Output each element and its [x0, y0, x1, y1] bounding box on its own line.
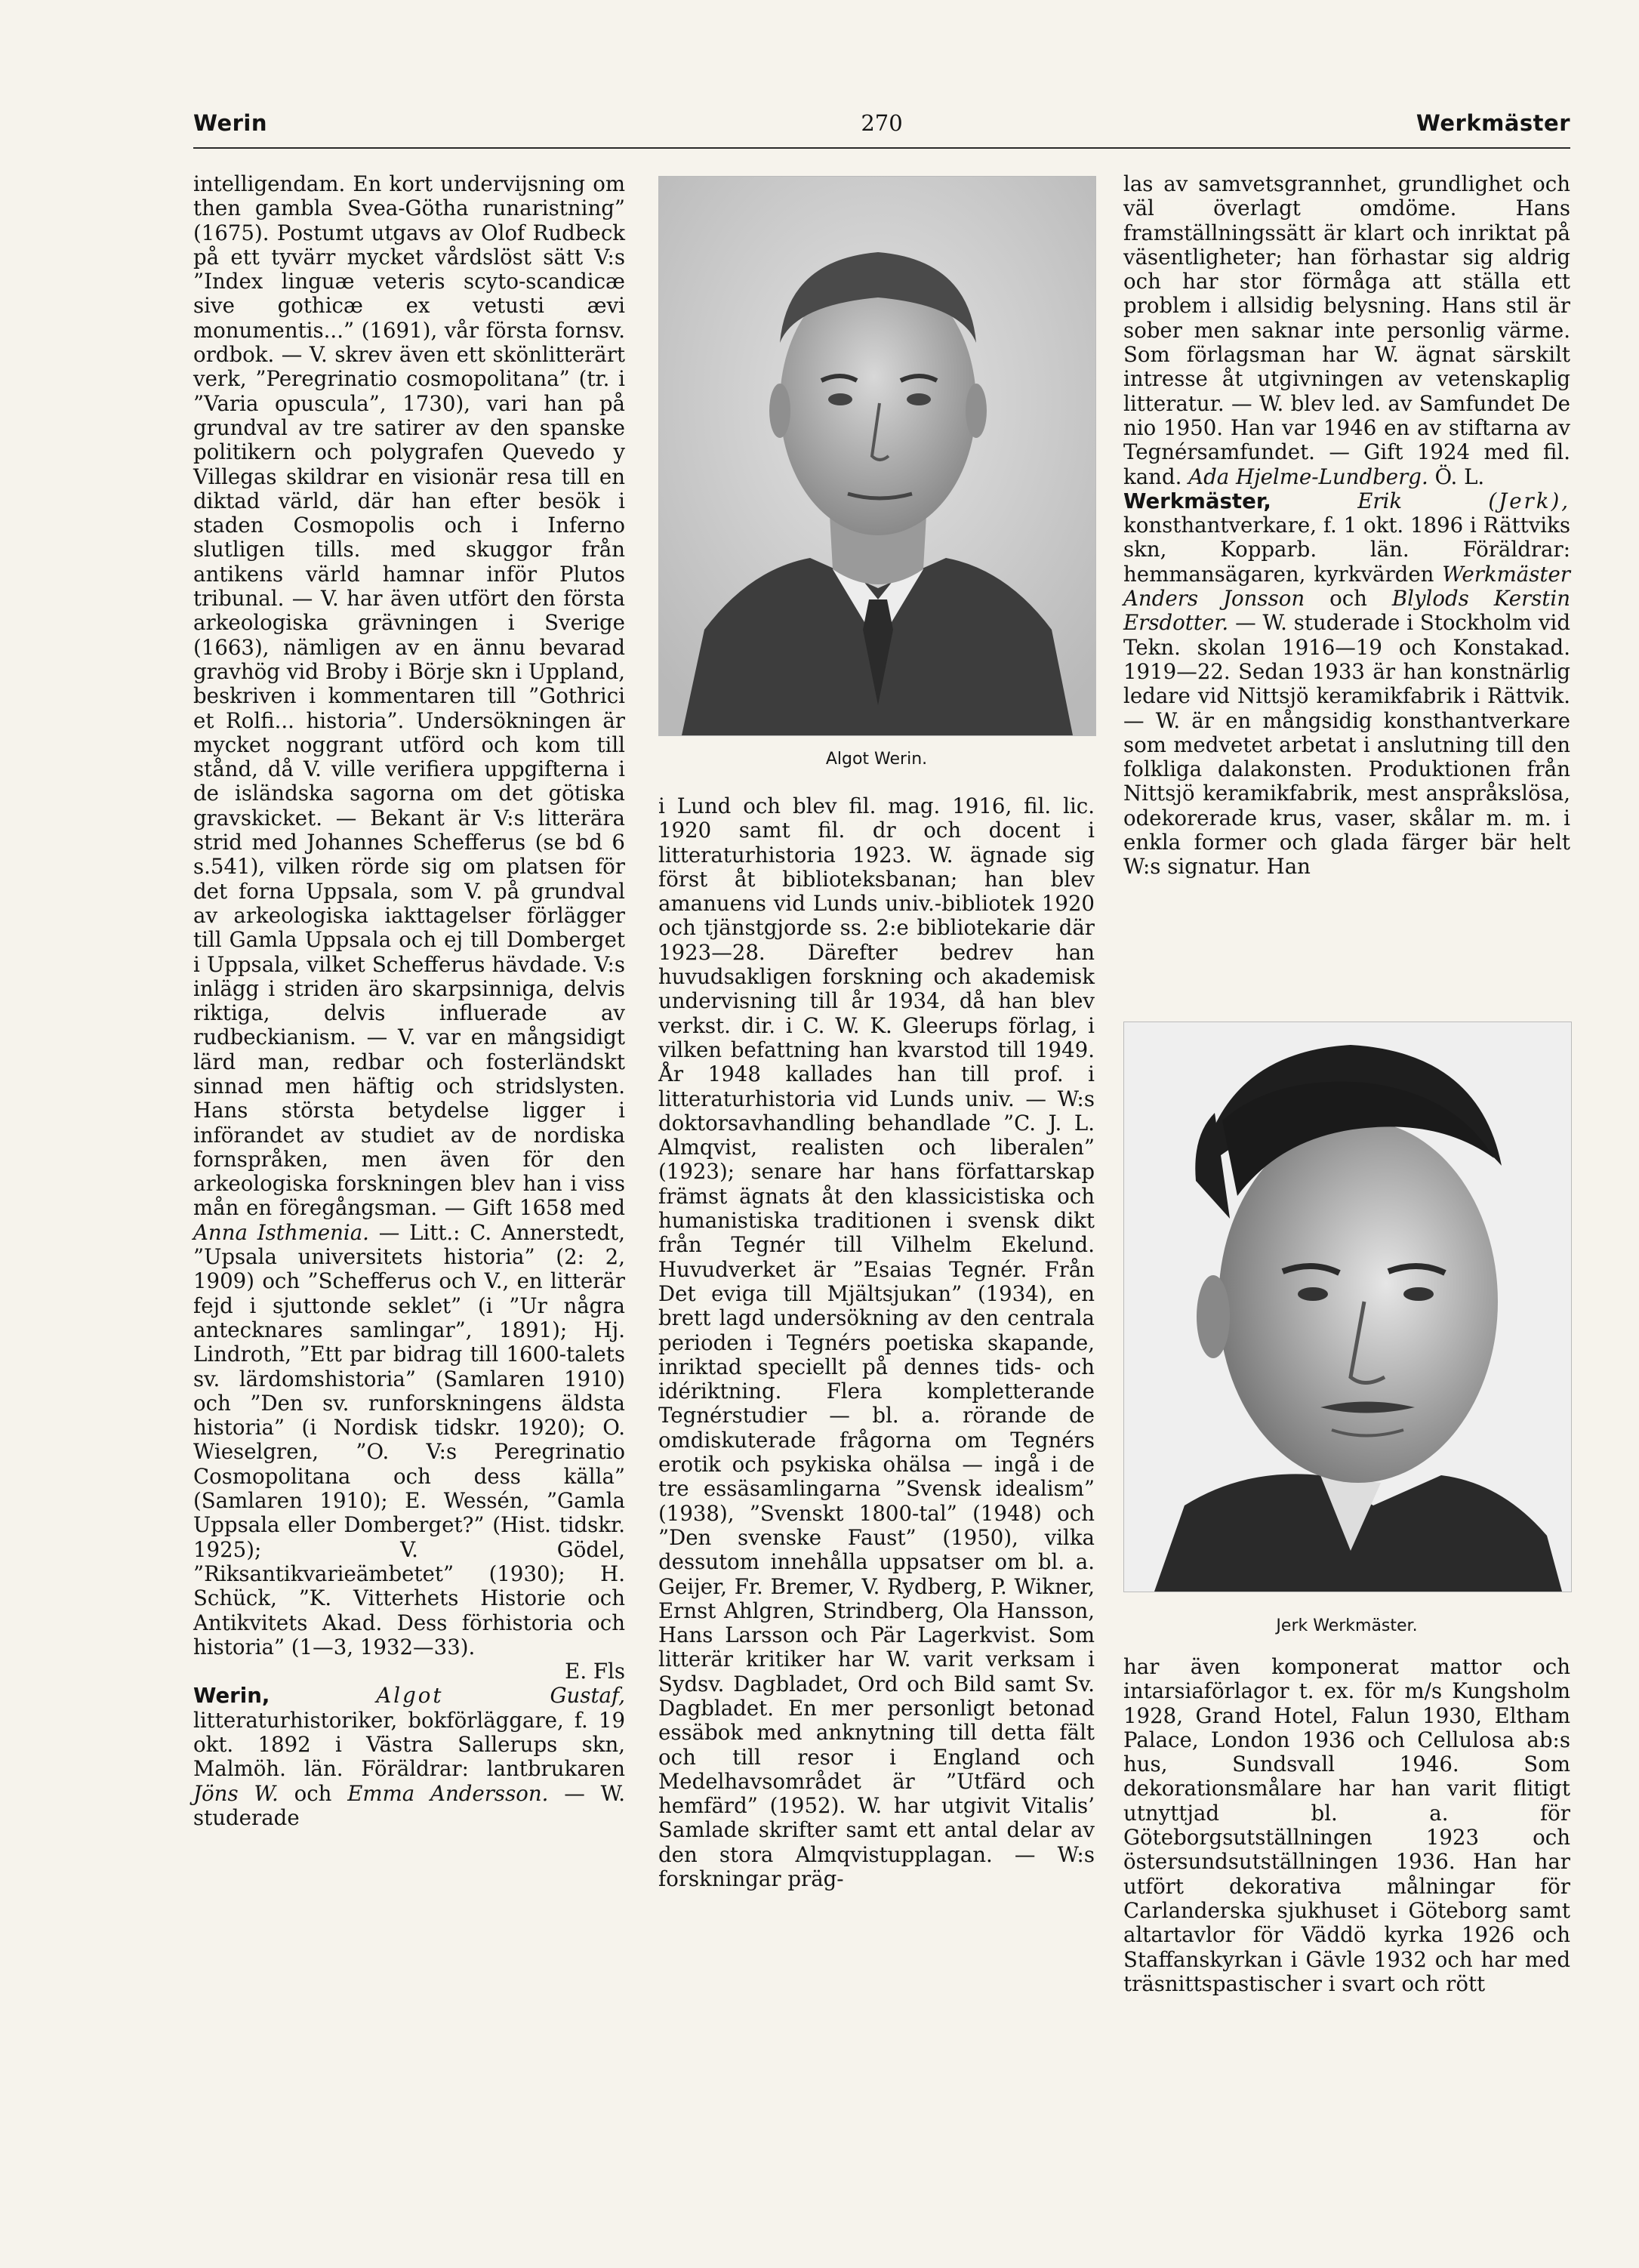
werin-text1: litteraturhistoriker, bokförläggare, f. 19 okt. 1892 i Västra Sallerups skn, Malmöh. län. Föräldrar: lantbrukaren [193, 1707, 625, 1782]
werkmaster-and: och [1329, 586, 1367, 612]
column-2 [658, 794, 1095, 1891]
col3a-paragraph [1123, 172, 1570, 489]
column-1-body [193, 172, 625, 1659]
portrait-jerk-werkmaster [1123, 1022, 1572, 1592]
header-right-word: Werkmäster [1416, 110, 1570, 136]
werkmaster-entry [1123, 489, 1570, 880]
werkmaster-father: Werkmäster Anders Jonsson [1123, 561, 1570, 612]
col3a-signature: Ö. L. [1434, 464, 1485, 489]
werkmaster-given: Erik [1357, 488, 1403, 513]
portrait-algot-werin [658, 176, 1096, 736]
werkmaster-text2: — W. studerade i Stockholm vid Tekn. skolan 1916—19 och Konstakad. 1919—22. Sedan 1933 är han konstnärlig ledare vid Nittsjö keramikfabrik i Rättvik. — W. är en mångsidig konsthantverkare som medvetet arbetat i anslutning till den folkliga dalakonsten. Produktionen från Nittsjö keramikfabrik, mest anspråkslösa, odekorerade krus, vaser, skålar m. m. i enkla former och glada färger bär helt W:s signatur. Han [1123, 610, 1571, 880]
caption-algot-werin: Algot Werin. [825, 750, 928, 769]
werin-headword: Werin, [193, 1683, 270, 1709]
col1-literature: — Litt.: C. Annerstedt, ”Upsala universitets historia” (2: 2, 1909) och ”Schefferus och V., en litterär fejd i sjuttonde seklet” (i ”Ur några antecknares samlingar”, 1891); Hj. Lindroth, ”Ett par bidrag till 1600-talets sv. lärdomshistoria” (Samlaren 1910) och ”Den sv. runforskningens äldsta historia” (i Nordisk tidskr. 1920); O. Wieselgren, ”O. V:s Peregrinatio Cosmopolitana och dess källa” (Samlaren 1910); E. Wessén, ”Gamla Uppsala eller Domberget?” (Hist. tidskr. 1925); V. Gödel, ”Riksantikvarieämbetet” (1930); H. Schück, ”K. Vitterhets Historie och Antikvitets Akad. Dess förhistoria och historia” (1—3, 1932—33). [193, 1219, 626, 1659]
header-left-word: Werin [193, 110, 268, 136]
page-number: 270 [861, 110, 903, 136]
column-3-bottom [1123, 1655, 1570, 1996]
col1-wife: Anna Isthmenia. [193, 1219, 369, 1245]
werkmaster-mother: Blylods Kerstin Ersdotter. [1123, 586, 1570, 636]
werkmaster-text1: konsthantverkare, f. 1 okt. 1896 i Rättviks skn, Kopparb. län. Föräldrar: hemmansägaren, kyrkvärden [1123, 513, 1570, 587]
portrait-algot-werin-drawing [659, 177, 1095, 735]
werin-and: och [294, 1780, 332, 1806]
col1-text: intelligendam. En kort undervijsning om then gambla Svea-Götha runaristning” (1675). Postumt utgavs av Olof Rudbeck på ett tyvärr mycket vårdslöst sätt V:s ”Index linguæ veteris scyto-scandicæ sive gothicæ ex vetusti ævi monumentis...” (1691), vår första fornsv. ordbok. — V. skrev även ett skönlitterärt verk, ”Peregrinatio cosmopolitana” (tr. i ”Varia opuscula”, 1730), vari han på grundval av tre satirer av den spanske politikern och polygrafen Quevedo y Villegas skildrar en visionär resa till en diktad värld, där han efter besök i staden Cosmopolis och i Inferno slutligen tills. med skuggor från antikens värld hamnar inför Plutos tribunal. — V. har även utfört den första arkeologiska grävningen i Sverige (1663), nämligen av en ännu bevarad gravhög vid Broby i Börje skn i Uppland, beskriven i kommentaren till ”Gothrici et Rolfi... historia”. Undersökningen är mycket noggrant utförd och kom till stånd, då V. ville verifiera uppgifterna i de isländska sagorna om det götiska gravskicket. — Bekant är V:s litterära strid med Johannes Schefferus (se bd 6 s.541), vilken rörde sig om platsen för det forna Uppsala, som V. på grundval av arkeologiska iakttagelser förlägger till Gamla Uppsala och ej till Domberget i Uppsala, vilket Schefferus hävdade. V:s inlägg i striden äro skarpsinniga, delvis riktiga, delvis influerade av rudbeckianism. — V. var en mångsidigt lärd man, redbar och fosterländskt sinnad men häftig och stridslysten. Hans största betydelse ligger i införandet av studiet av de nordiska fornspråken, men även för den arkeologiska forskningen blev han i viss mån en föregångsman. — Gift 1658 med [193, 171, 625, 1221]
col1-signature: E. Fls [565, 1659, 625, 1684]
header-rule [193, 147, 1570, 149]
column-1 [193, 172, 625, 1830]
werin-entry [193, 1684, 625, 1830]
portrait-jerk-werkmaster-drawing [1124, 1022, 1571, 1592]
werin-mother: Emma Andersson. [347, 1780, 549, 1806]
werin-given: Algot [376, 1683, 444, 1709]
column-3-top [1123, 172, 1570, 880]
werin-father: Jöns W. [193, 1780, 279, 1806]
werin-given-rest: Gustaf, [550, 1683, 625, 1709]
col3a-wife: Ada Hjelme-Lundberg. [1188, 464, 1428, 489]
werkmaster-nick: (Jerk), [1488, 488, 1570, 513]
caption-jerk-werkmaster: Jerk Werkmäster. [1276, 1616, 1418, 1635]
running-header [193, 104, 1570, 146]
werkmaster-headword: Werkmäster, [1123, 488, 1271, 513]
werin-text2: — W. studerade [193, 1780, 625, 1830]
col2-text: i Lund och blev fil. mag. 1916, fil. lic. 1920 samt fil. dr och docent i litteraturhistoria 1923. W. ägnade sig först åt biblioteksbanan; han blev amanuens vid Lunds univ.-bibliotek 1920 och tjänstgjorde ss. 2:e bibliotekarie där 1923—28. Därefter bedrev han huvudsakligen forskning och akademisk undervisning till år 1934, då han blev verkst. dir. i C. W. K. Gleerups förlag, i vilken befattning han kvarstod till 1949. År 1948 kallades han till prof. i litteraturhistoria vid Lunds univ. — W:s doktorsavhandling behandlade ”C. J. L. Almqvist, realisten och liberalen” (1923); senare har hans författarskap främst ägnats åt den klassicistiska och humanistiska traditionen i svensk dikt från Tegnér till Vilhelm Ekelund. Huvudverket är ”Esaias Tegnér. Från Det eviga till Mjältsjukan” (1934), en brett lagd undersökning av den centrala perioden i Tegnérs poetiska skapande, inriktad speciellt på dennes tids- och idériktning. Flera kompletterande Tegnérstudier — bl. a. rörande de omdiskuterade frågorna om Tegnérs erotik och psykiska ohälsa — ingå i de tre essäsamlingarna ”Svensk idealism” (1938), ”Svenskt 1800-tal” (1948) och ”Den svenske Faust” (1950), vilka dessutom innehålla uppsatser om bl. a. Geijer, Fr. Bremer, V. Rydberg, P. Wikner, Ernst Ahlgren, Strindberg, Ola Hansson, Hans Larsson och Pär Lagerkvist. Som litterär kritiker har W. varit verksam i Sydsv. Dagbladet, Ord och Bild samt Sv. Dagbladet. En mer personligt betonad essäbok med anknytning till detta fält och till resor i England och Medelhavsområdet är ”Utfärd och hemfärd” (1952). W. har utgivit Vitalis’ Samlade skrifter samt ett antal delar av den stora Almqvistupplagan. — W:s forskningar präg- [658, 793, 1095, 1892]
col3b-text: har även komponerat mattor och intarsiaförlagor t. ex. för m/s Kungsholm 1928, Grand Hotel, Falun 1930, Eltham Palace, London 1936 och Cellulosa ab:s hus, Sundsvall 1946. Som dekorationsmålare har han varit flitigt utnyttjad bl. a. för Göteborgsutställningen 1923 och östersundsutställningen 1936. Han har utfört dekorativa målningar för Carlanderska sjukhuset i Göteborg samt altartavlor för Väddö kyrka 1926 och Staffanskyrkan i Gävle 1932 och har med träsnittspastischer i svart och rött [1123, 1654, 1570, 1996]
col3a-text1: las av samvetsgrannhet, grundlighet och väl överlagt omdöme. Hans framställningssätt är klart och inriktat på väsentligheter; han förhastar sig aldrig och har stor förmåga att ställa ett problem i allsidig belysning. Hans stil är sober men saknar inte personlig värme. Som förlagsman har W. ägnat särskilt intresse åt utgivningen av vetenskaplig litteratur. — W. blev led. av Samfundet De nio 1950. Han var 1946 en av stiftarna av Tegnérsamfundet. — Gift 1924 med fil. kand. [1123, 171, 1570, 489]
